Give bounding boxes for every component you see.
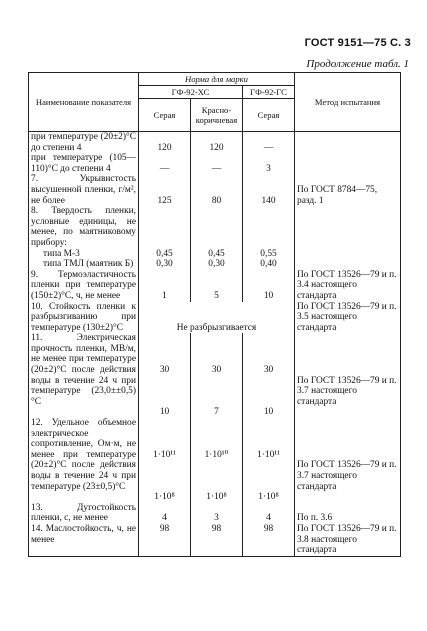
value-cell: 98 (191, 524, 243, 556)
indicator-cell: 14. Маслостойкость, ч, не менее (29, 524, 139, 556)
value-cell: 98 (243, 524, 295, 556)
value-cell: 30 (139, 333, 191, 407)
indicator-cell (29, 492, 139, 503)
value-cell: 0,55 (243, 249, 295, 260)
indicator-cell: 9. Термоэластичность пленки при температуре (150±2)°С, ч, не менее (29, 270, 139, 302)
table-row (29, 333, 401, 407)
table-row (29, 259, 401, 270)
value-cell: 3 (191, 503, 243, 524)
table-continuation-label: Продолжение табл. 1 (306, 58, 409, 70)
table-row (29, 174, 401, 206)
value-cell: 3 (243, 153, 295, 174)
value-cell: 0,40 (243, 259, 295, 270)
table-row (29, 407, 401, 418)
indicator-cell: при температуре (105—110)°С до степени 4 (29, 153, 139, 174)
value-cell: 7 (191, 407, 243, 418)
value-cell: 30 (243, 333, 295, 407)
value-cell: 140 (243, 174, 295, 206)
value-cell: 0,45 (139, 249, 191, 260)
value-cell: 4 (139, 503, 191, 524)
method-cell: По ГОСТ 13526—79 и п. 3.4 настоящего стандарта (295, 270, 401, 302)
table-row (29, 503, 401, 524)
indicator-cell: типа ТМЛ (маятник Б) (29, 259, 139, 270)
value-cell (191, 206, 243, 248)
method-cell: По ГОСТ 13526—79 и п. 3.7 настоящего стандарта (295, 333, 401, 407)
table-row (29, 524, 401, 556)
method-cell (295, 259, 401, 270)
value-cell: 1·10⁸ (243, 492, 295, 503)
method-cell: По ГОСТ 13526—79 и п. 3.5 настоящего стандарта (295, 302, 401, 334)
value-cell (243, 206, 295, 248)
method-cell (295, 407, 401, 418)
col-grey-1: Серая (139, 99, 191, 132)
value-cell: — (243, 132, 295, 154)
spec-table (28, 72, 401, 557)
table-row (29, 492, 401, 503)
value-cell: 10 (139, 407, 191, 418)
value-cell: 1·10⁸ (139, 492, 191, 503)
col-gf92xs: ГФ-92-ХС (139, 86, 243, 99)
value-cell: 10 (243, 407, 295, 418)
value-cell: 1 (139, 270, 191, 302)
indicator-cell: при температуре (20±2)°С до степени 4 (29, 132, 139, 154)
method-cell: По ГОСТ 8784—75, разд. 1 (295, 174, 401, 206)
page-header: ГОСТ 9151—75 С. 3 (304, 37, 411, 49)
method-cell (295, 153, 401, 174)
col-method: Метод испытания (295, 73, 401, 132)
method-cell: По ГОСТ 13526—79 и п. 3.7 настоящего стандарта (295, 418, 401, 492)
value-cell: 120 (139, 132, 191, 154)
indicator-cell: 13. Дугостойкость пленки, с, не менее (29, 503, 139, 524)
method-cell: По ГОСТ 13526—79 и п. 3.8 настоящего стандарта (295, 524, 401, 556)
value-cell: 80 (191, 174, 243, 206)
value-cell: 30 (191, 333, 243, 407)
method-cell (295, 206, 401, 248)
col-redbrown: Красно-коричневая (191, 99, 243, 132)
table-row (29, 206, 401, 248)
indicator-cell: типа М-3 (29, 249, 139, 260)
table-row (29, 270, 401, 302)
value-cell: 1·10¹⁰ (191, 418, 243, 492)
value-cell: 0,30 (139, 259, 191, 270)
table-row (29, 153, 401, 174)
indicator-cell (29, 407, 139, 418)
value-cell: 125 (139, 174, 191, 206)
col-gf92gs: ГФ-92-ГС (243, 86, 295, 99)
value-cell: 0,30 (191, 259, 243, 270)
indicator-cell: 10. Стойкость пленки к разбрызгиванию при температуре (130±2)°С (29, 302, 139, 334)
table-row (29, 132, 401, 154)
method-cell (295, 132, 401, 154)
method-cell (295, 492, 401, 503)
value-cell: 1·10⁸ (191, 492, 243, 503)
merged-value-cell: Не разбрызгивается (139, 302, 295, 334)
value-cell (139, 206, 191, 248)
value-cell: 4 (243, 503, 295, 524)
col-indicator: Наименование показателя (29, 73, 139, 132)
col-grey-2: Серая (243, 99, 295, 132)
value-cell: 98 (139, 524, 191, 556)
indicator-cell: 11. Электрическая прочность пленки, МВ/м, не менее при температуре (20±2)°С после действия воды в течение 24 ч при температуре (23,0±±0,5)°С (29, 333, 139, 407)
value-cell: 5 (191, 270, 243, 302)
method-cell: По п. 3.6 (295, 503, 401, 524)
value-cell: 120 (191, 132, 243, 154)
table-row (29, 418, 401, 492)
value-cell: — (139, 153, 191, 174)
indicator-cell: 12. Удельное объемное электрическое сопротивление, Ом·м, не менее при температуре (20±2)°С после действия воды в течение 24 ч при температуре (23±0,5)°С (29, 418, 139, 492)
value-cell: 10 (243, 270, 295, 302)
indicator-cell: 7. Укрывистость высушенной пленки, г/м², не более (29, 174, 139, 206)
value-cell: — (191, 153, 243, 174)
table-row (29, 302, 401, 334)
table-row (29, 249, 401, 260)
value-cell: 0,45 (191, 249, 243, 260)
method-cell (295, 249, 401, 260)
col-norm: Норма для марки (139, 73, 295, 86)
indicator-cell: 8. Твердость пленки, условные единицы, не менее, по маятниковому прибору: (29, 206, 139, 248)
value-cell: 1·10¹¹ (243, 418, 295, 492)
value-cell: 1·10¹¹ (139, 418, 191, 492)
